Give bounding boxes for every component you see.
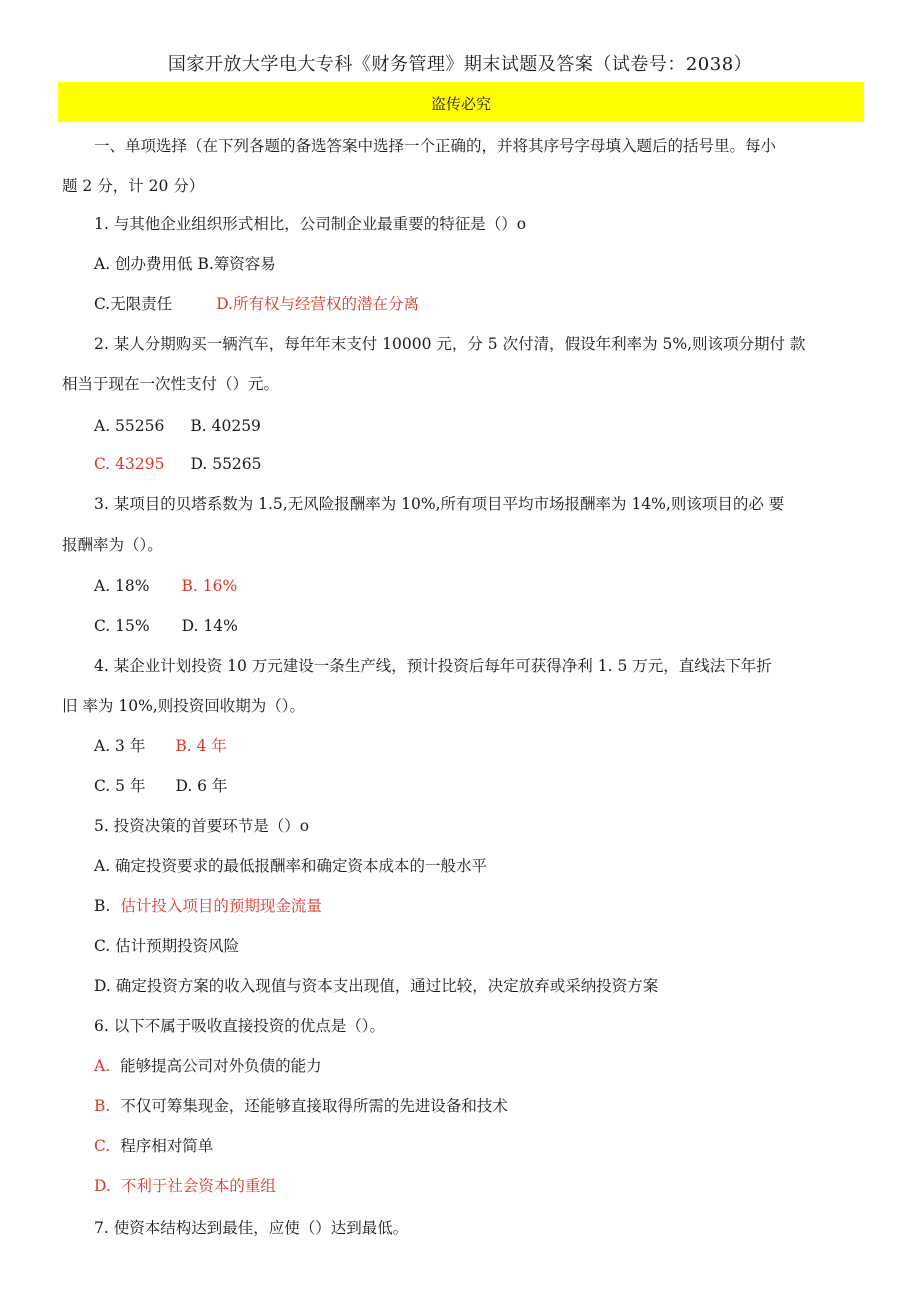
- q4-options-cd: [94, 776, 227, 796]
- document-title: 国家开放大学电大专科《财务管理》期末试题及答案（试卷号：2038）: [167, 54, 753, 75]
- q6-option-a-line: [94, 1056, 322, 1076]
- section-intro-line2: 题 2 分，计 20 分）: [62, 177, 205, 195]
- q1-stem: 1. 与其他企业组织形式相比，公司制企业最重要的特征是（）o: [94, 215, 527, 233]
- q6-option-a-letter: A.: [94, 1057, 111, 1075]
- q3-options-ab: [94, 576, 237, 596]
- q1-options-cd: [94, 294, 419, 314]
- q6-option-a-text: 能够提高公司对外负债的能力: [120, 1057, 322, 1075]
- q2-option-c-answer: C. 43295: [94, 455, 165, 473]
- q2-options-cd: [94, 454, 262, 474]
- q3-option-b-answer: B. 16%: [181, 577, 238, 595]
- q6-option-c-line: [94, 1136, 213, 1156]
- q3-option-d: D. 14%: [181, 617, 238, 635]
- q1-option-d-answer: D.所有权与经营权的潜在分离: [216, 295, 420, 313]
- q1-options-ab: A. 创办费用低 B.筹资容易: [94, 255, 276, 273]
- banner-text: 盗传必究: [430, 95, 491, 113]
- q6-option-c-text: 程序相对简单: [120, 1137, 214, 1155]
- q5-option-b-line: [94, 896, 322, 916]
- q5-option-a: A. 确定投资要求的最低报酬率和确定资本成本的一般水平: [94, 857, 488, 875]
- q2-option-a: A. 55256: [94, 417, 165, 435]
- q6-option-b-line: [94, 1096, 508, 1116]
- watermark-banner: [58, 82, 864, 122]
- q3-stem-line1: 3. 某项目的贝塔系数为 1.5,无风险报酬率为 10%,所有项目平均市场报酬率为 14%,则该项目的必 要: [94, 495, 785, 513]
- q4-option-c: C. 5 年: [94, 777, 146, 795]
- q6-option-b-letter: B.: [94, 1097, 111, 1115]
- q4-stem-line1: 4. 某企业计划投资 10 万元建设一条生产线，预计投资后每年可获得净利 1. 5 万元，直线法下年折: [94, 657, 772, 675]
- q3-option-a: A. 18%: [94, 577, 150, 595]
- q3-option-c: C. 15%: [94, 617, 150, 635]
- q2-stem-line2: 相当于现在一次性支付（）元。: [62, 375, 280, 393]
- q6-option-d-answer: 不利于社会资本的重组: [120, 1177, 276, 1195]
- section-intro-line1: 一、单项选择（在下列各题的备选答案中选择一个正确的，并将其序号字母填入题后的括号里。每小: [94, 137, 777, 155]
- q6-option-b-text: 不仅可筹集现金，还能够直接取得所需的先进设备和技术: [120, 1097, 508, 1115]
- q4-stem-line2: 旧 率为 10%,则投资回收期为（）。: [62, 697, 305, 715]
- q2-option-d: D. 55265: [190, 455, 262, 473]
- q5-option-b-answer: 估计投入项目的预期现金流量: [120, 897, 322, 915]
- q6-option-d-line: [94, 1176, 276, 1196]
- q1-option-c: C.无限责任: [94, 295, 173, 313]
- q2-option-b: B. 40259: [190, 417, 261, 435]
- q5-stem: 5. 投资决策的首要环节是（）o: [94, 817, 310, 835]
- q2-stem-line1: 2. 某人分期购买一辆汽车，每年年末支付 10000 元，分 5 次付清，假设年利率为 5%,则该项分期付 款: [94, 335, 806, 353]
- q6-stem: 6. 以下不属于吸收直接投资的优点是（）。: [94, 1017, 385, 1035]
- q3-options-cd: [94, 616, 238, 636]
- q5-option-d: D. 确定投资方案的收入现值与资本支出现值，通过比较，决定放弃或采纳投资方案: [94, 977, 659, 995]
- q2-options-ab: [94, 416, 261, 436]
- q7-stem: 7. 使资本结构达到最佳，应使（）达到最低。: [94, 1219, 409, 1237]
- q4-option-b-answer: B. 4 年: [175, 737, 227, 755]
- q5-option-b-letter: B.: [94, 897, 111, 915]
- q4-options-ab: [94, 736, 227, 756]
- q4-option-a: A. 3 年: [94, 737, 146, 755]
- q6-option-d-letter: D.: [94, 1177, 111, 1195]
- q6-option-c-letter: C.: [94, 1137, 111, 1155]
- q4-option-d: D. 6 年: [175, 777, 228, 795]
- q3-stem-line2: 报酬率为（）。: [62, 536, 163, 554]
- q5-option-c: C. 估计预期投资风险: [94, 937, 240, 955]
